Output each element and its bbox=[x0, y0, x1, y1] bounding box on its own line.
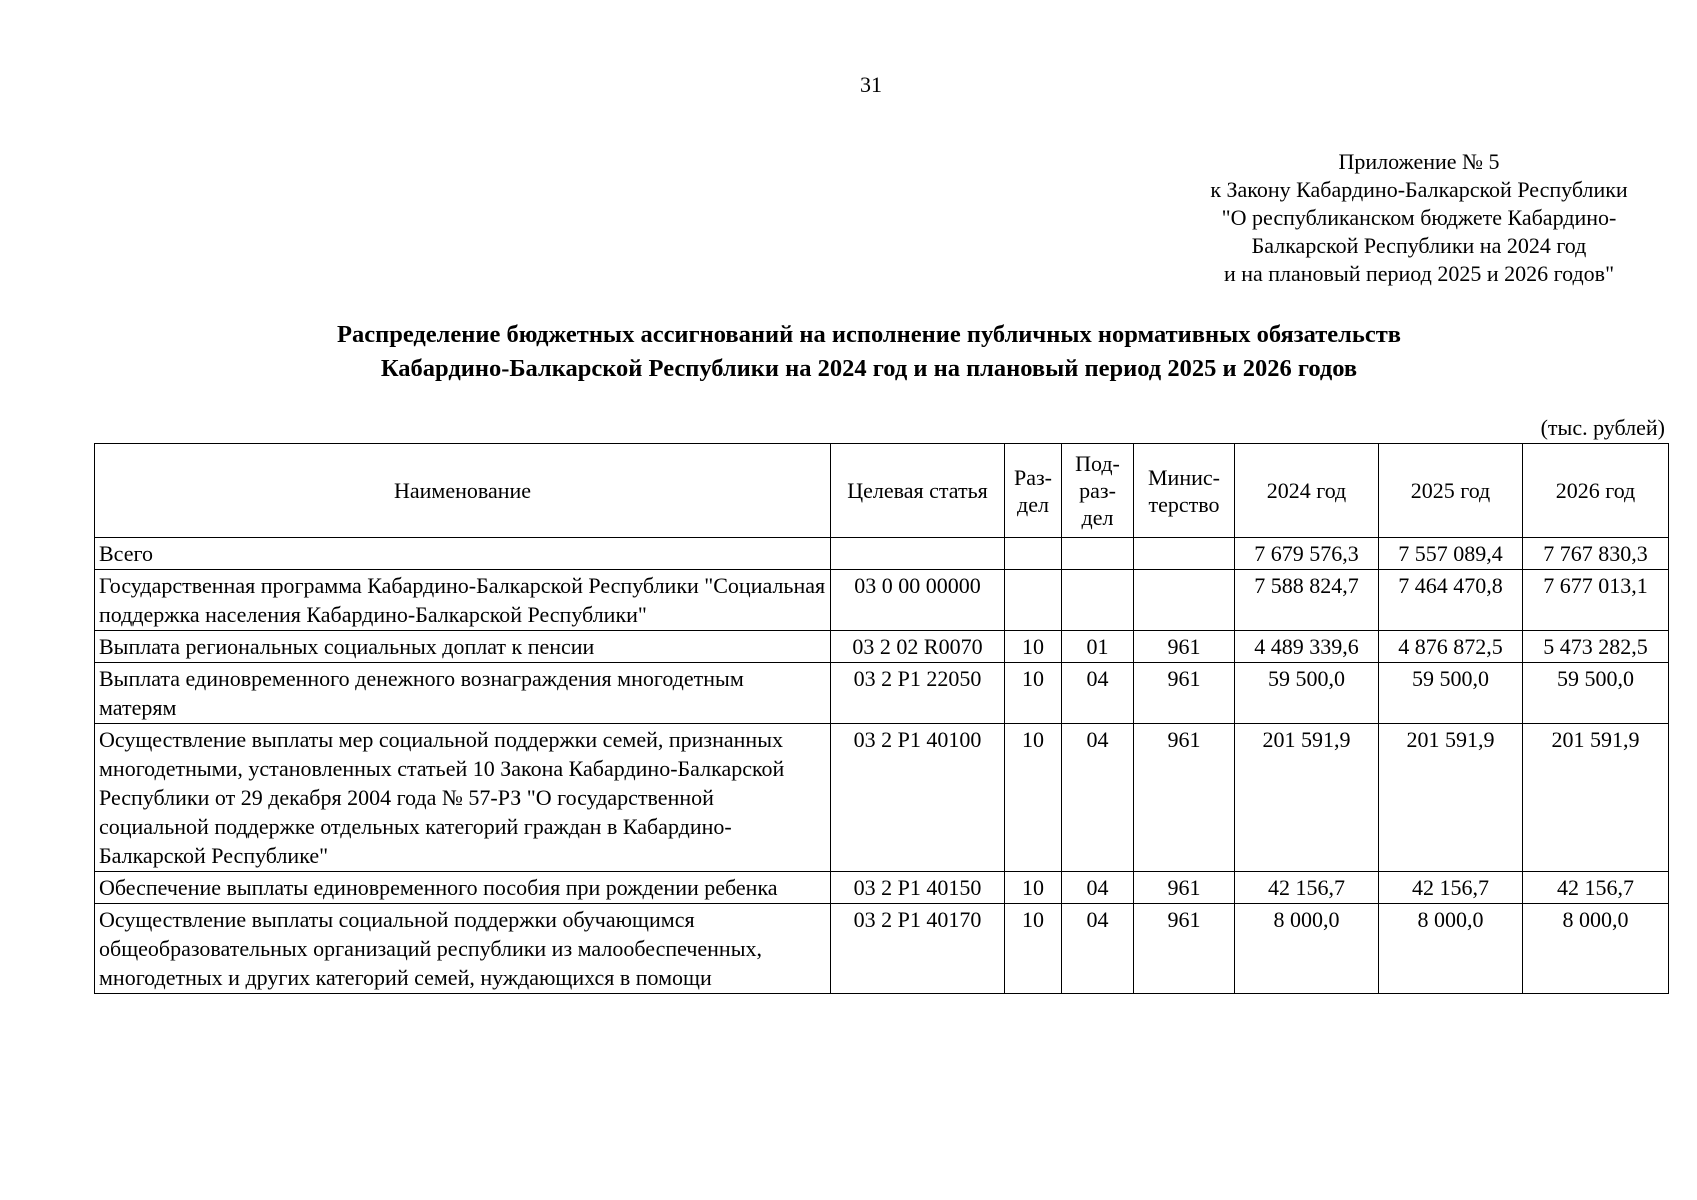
cell-subsection: 04 bbox=[1062, 663, 1134, 724]
table-row bbox=[95, 724, 1669, 872]
cell-subsection: 04 bbox=[1062, 872, 1134, 904]
cell-section: 10 bbox=[1005, 631, 1062, 663]
cell-ministry: 961 bbox=[1134, 724, 1235, 872]
annex-line: Балкарской Республики на 2024 год bbox=[1251, 233, 1587, 258]
cell-name: Обеспечение выплаты единовременного пособия при рождении ребенка bbox=[95, 872, 831, 904]
cell-subsection bbox=[1062, 570, 1134, 631]
cell-target-article bbox=[831, 538, 1005, 570]
title-line: Распределение бюджетных ассигнований на исполнение публичных нормативных обязательств bbox=[337, 321, 1401, 348]
document-title bbox=[200, 318, 1538, 386]
header-subsection: Под-раз-дел bbox=[1062, 444, 1134, 538]
cell-2024: 201 591,9 bbox=[1235, 724, 1379, 872]
cell-2026: 8 000,0 bbox=[1523, 904, 1669, 994]
cell-section: 10 bbox=[1005, 872, 1062, 904]
units-note: (тыс. рублей) bbox=[1540, 415, 1665, 440]
cell-target-article: 03 2 P1 40170 bbox=[831, 904, 1005, 994]
cell-ministry: 961 bbox=[1134, 663, 1235, 724]
table-row bbox=[95, 663, 1669, 724]
cell-2024: 7 679 576,3 bbox=[1235, 538, 1379, 570]
cell-section: 10 bbox=[1005, 904, 1062, 994]
cell-name: Всего bbox=[95, 538, 831, 570]
table-row bbox=[95, 872, 1669, 904]
page-number: 31 bbox=[860, 72, 882, 97]
cell-name: Осуществление выплаты мер социальной поддержки семей, признанных многодетными, установленных статьей 10 Закона Кабардино-Балкарской Республики от 29 декабря 2004 года № 57-РЗ "О государственной социальной поддержке отдельных категорий граждан в Кабардино-Балкарской Республике" bbox=[95, 724, 831, 872]
header-section: Раз-дел bbox=[1005, 444, 1062, 538]
cell-subsection: 04 bbox=[1062, 904, 1134, 994]
cell-2025: 42 156,7 bbox=[1379, 872, 1523, 904]
cell-2026: 42 156,7 bbox=[1523, 872, 1669, 904]
cell-target-article: 03 0 00 00000 bbox=[831, 570, 1005, 631]
header-name: Наименование bbox=[95, 444, 831, 538]
cell-2026: 5 473 282,5 bbox=[1523, 631, 1669, 663]
cell-name: Осуществление выплаты социальной поддержки обучающимся общеобразовательных организаций республики из малообеспеченных, многодетных и других категорий семей, нуждающихся в помощи bbox=[95, 904, 831, 994]
cell-2026: 201 591,9 bbox=[1523, 724, 1669, 872]
cell-target-article: 03 2 P1 40100 bbox=[831, 724, 1005, 872]
header-2026: 2026 год bbox=[1523, 444, 1669, 538]
cell-2024: 42 156,7 bbox=[1235, 872, 1379, 904]
cell-ministry: 961 bbox=[1134, 904, 1235, 994]
annex-reference bbox=[1180, 148, 1658, 288]
cell-2025: 4 876 872,5 bbox=[1379, 631, 1523, 663]
cell-2025: 8 000,0 bbox=[1379, 904, 1523, 994]
cell-2025: 201 591,9 bbox=[1379, 724, 1523, 872]
annex-line: Приложение № 5 bbox=[1338, 149, 1500, 174]
cell-ministry: 961 bbox=[1134, 631, 1235, 663]
cell-ministry bbox=[1134, 570, 1235, 631]
cell-name: Выплата региональных социальных доплат к пенсии bbox=[95, 631, 831, 663]
cell-2024: 8 000,0 bbox=[1235, 904, 1379, 994]
annex-line: и на плановый период 2025 и 2026 годов" bbox=[1223, 261, 1615, 286]
cell-2025: 59 500,0 bbox=[1379, 663, 1523, 724]
cell-target-article: 03 2 02 R0070 bbox=[831, 631, 1005, 663]
cell-section: 10 bbox=[1005, 663, 1062, 724]
table-header-row bbox=[95, 444, 1669, 538]
cell-section bbox=[1005, 538, 1062, 570]
cell-2024: 59 500,0 bbox=[1235, 663, 1379, 724]
cell-section: 10 bbox=[1005, 724, 1062, 872]
annex-line: "О республиканском бюджете Кабардино- bbox=[1221, 205, 1617, 230]
cell-name: Государственная программа Кабардино-Балкарской Республики "Социальная поддержка населения Кабардино-Балкарской Республики" bbox=[95, 570, 831, 631]
budget-table bbox=[94, 443, 1669, 994]
cell-2025: 7 557 089,4 bbox=[1379, 538, 1523, 570]
title-line: Кабардино-Балкарской Республики на 2024 год и на плановый период 2025 и 2026 годов bbox=[380, 355, 1358, 382]
cell-section bbox=[1005, 570, 1062, 631]
header-2024: 2024 год bbox=[1235, 444, 1379, 538]
cell-name: Выплата единовременного денежного вознаграждения многодетным матерям bbox=[95, 663, 831, 724]
cell-subsection: 04 bbox=[1062, 724, 1134, 872]
cell-target-article: 03 2 P1 40150 bbox=[831, 872, 1005, 904]
table-row bbox=[95, 631, 1669, 663]
cell-ministry: 961 bbox=[1134, 872, 1235, 904]
table-row bbox=[95, 538, 1669, 570]
cell-subsection bbox=[1062, 538, 1134, 570]
annex-line: к Закону Кабардино-Балкарской Республики bbox=[1210, 177, 1628, 202]
cell-2026: 7 677 013,1 bbox=[1523, 570, 1669, 631]
cell-target-article: 03 2 P1 22050 bbox=[831, 663, 1005, 724]
cell-ministry bbox=[1134, 538, 1235, 570]
header-ministry: Минис-терство bbox=[1134, 444, 1235, 538]
table-row bbox=[95, 570, 1669, 631]
cell-2024: 7 588 824,7 bbox=[1235, 570, 1379, 631]
cell-2025: 7 464 470,8 bbox=[1379, 570, 1523, 631]
cell-2026: 7 767 830,3 bbox=[1523, 538, 1669, 570]
header-target-article: Целевая статья bbox=[831, 444, 1005, 538]
cell-2024: 4 489 339,6 bbox=[1235, 631, 1379, 663]
cell-2026: 59 500,0 bbox=[1523, 663, 1669, 724]
cell-subsection: 01 bbox=[1062, 631, 1134, 663]
header-2025: 2025 год bbox=[1379, 444, 1523, 538]
table-row bbox=[95, 904, 1669, 994]
